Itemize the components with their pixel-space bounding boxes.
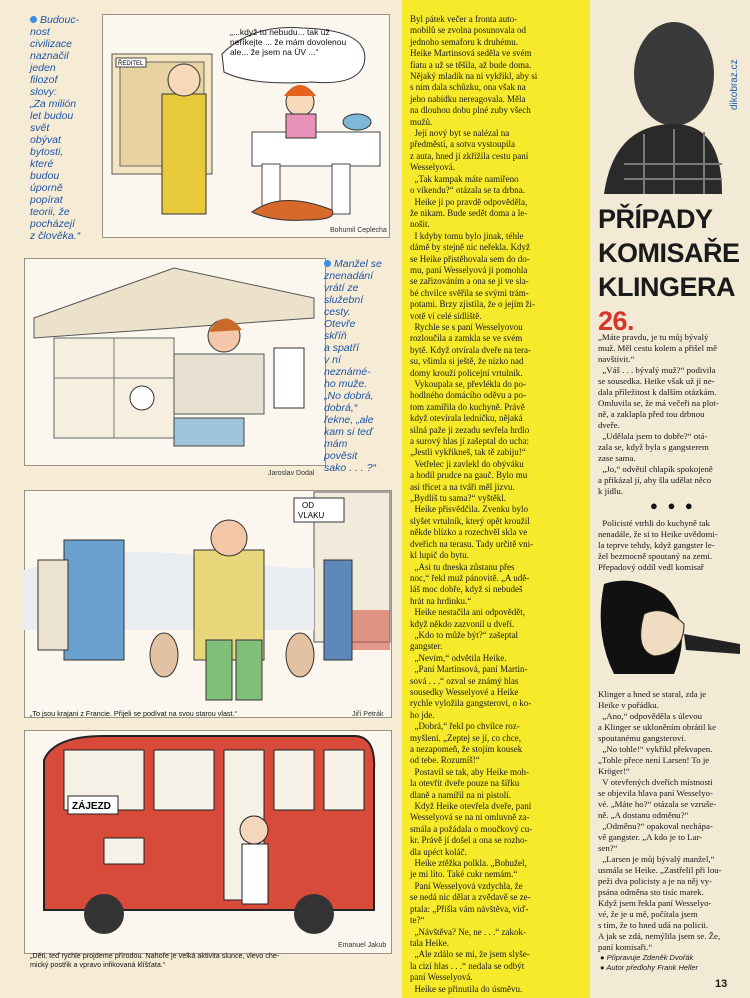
heike-portrait [594,574,744,686]
cartoon-1-caption-text: Budouc- nost civilizace naznačil jeden filozof slovy: „Za milión let budou svět obývat bytosti, které budou úporně popírat teorii, že pocházejí z člověka.“ [30,14,81,242]
cartoon-2-caption-text: Manžel se znenadání vrátí ze služební cesty. Otevře skříň a spatří v ní neznámé- ho muže. „No dobrá, dobrá,“ řekne, „ale kam si teď mám pověsit sako . . . ?“ [324,258,382,474]
bullet-dot-icon [324,260,331,267]
station-sign-line-2: VLAKU [298,511,325,520]
story-column-2c: Klinger a hned se staral, zda je Heike v pořádku. „Ano,“ odpověděla s úlevou a Klinger se ukloněním obrátil ke spoutanému gangsterovi. „No tohle!“ vykřikl překvapen. „Tohle přece není Larsen! To je Kröger!“ V otevřených dveřích místnosti se objevila hlava paní Wesselyo- vé. „Máte ho?“ otázala se vzruše- ně. „A dostanu odměnu?“ „Odměnu?“ opakoval nechápa- vě gangster. „A kdo je to Lar- sen?“ „Larsen je můj bývalý manžel,“ usmála se Heike. „Zastřelil při lou- peži dva policisty a je na něj vy- psána odměna sto tisíc marek. Když jsem řekla paní Wesselyo- vé, že je u mě, počítala jsem s tím, že to hned udá na policii. A jak se zdá, nemýlila jsem se. Že, paní komisaři.“ [598,689,722,952]
title-line-3-text: KLINGERA [598,272,734,302]
cartoon-3-drawing [24,490,390,716]
station-sign-line-1: OD [302,501,314,510]
story-column-1: Byl pátek večer a fronta auto- mobilů se zvolna posunovala od jednoho semaforu k druhému. Heike Martinsová seděla ve svém fiatu a už se těšila, až bude doma. Nějaký mladík na ni vykřikl, aby si s ním dala schůzku, ona však na jeho nabídku nereagovala. Měla na dlouhou dobu plné zuby všech mužů. Její nový byt se nalézal na předměstí, a sotva vystoupila z auta, hned jí zkřížila cestu paní Wesselyová. „Tak kampak máte namířeno o víkendu?“ otázala se ta drbna. Heike jí po pravdě odpověděla, že nikam. Bude sedět doma a le- nošit. I kdyby tomu bylo jinak, téhle dámě by stejně nic neřekla. Když se Heike přistěhovala sem do do- mu, paní Wesselyová jí pomohla se zařizováním a ona se jí ve sla- bé chvilce svěřila se svými trám- potami. Brzy zjistila, že o jejím ži- votě ví celé sídliště. Rychle se s paní Wesselyovou rozloučila a zamkla se ve svém bytě. Když otvírala dveře na tera- su, všimla si ještě, že nízko nad domy krouží policejní vrtulník. Vykoupala se, převlékla do po- hodlného domácího oděvu a po- tom zamířila do kuchyně. Právě když otevírala ledničku, nějaká silná paže ji zezadu sevřela hrdlo a surový hlas jí zašeptal do ucha: „Jestli vykřikneš, tak tě zabiju!“ Vetřelec ji zavlekl do obýváku a hodil prudce na gauč. Bylo mu asi třicet a na tváři měl jizvu. „Bydlíš tu sama?“ vyštěkl. Heike přisvědčila. Zvenku bylo slyšet vrtulník, který opět kroužil někde blízko a rozechvěl skla ve dveřích na terasu. Tady určitě vni- kl lupič do bytu. „Asi tu dneska zůstanu přes noc,“ řekl muž pánovitě. „A udě- láš moc dobře, když si nebudeš hrát na hrdinku.“ Heike nestačila ani odpovědět, když někdo zazvonil u dveří. „Kdo to může být?“ zašeptal gangster. „Nevím,“ odvětila Heike. „Paní Martinsová, paní Martin- sová . . .“ ozval se známý hlas sousedky Wesselyové a Heike rychle vyložila gangsterovi, o ko- ho jde. „Dobrá,“ řekl po chvilce roz- myšlení. „Zeptej se jí, co chce, a nezapomeň, že stojím kousek od tebe. Rozumíš!“ Postavil se tak, aby Heike moh- la otevřít dveře pouze na šířku dlaně a namířil na ni pistolí. Když Heike otevřela dveře, paní Wesselyová se na ni omluvně za- smála a požádala o moučkový cu- kr. Právě jí došel a ona se rozho- dla upéct koláč. Heike ztěžka polkla. „Bohužel, je mi líto. Také cukr nemám.“ Paní Wesselyová vzdychla, že se nedá nic dělat a zvědavě se ze- ptala: „Přišla vám návštěva, viď- te?“ „Návštěva? Ne, ne . . .“ zakok- tala Heike. „Ale zdálo se mi, že jsem slyše- la cizí hlas . . .“ nedala se odbýt paní Wesselyová. Heike se přinutila do úsměvu. [410,14,538,994]
cartoon-4-caption: „Děti, teď rychle projdeme přírodou. Nahoře je velká aktivita slunce, vlevo che- mický postřik a vpravo infikovaná klíšťata.“ [30,951,280,969]
page-number: 13 [715,978,728,990]
cartoon-2-drawing [24,258,324,464]
section-separator: ● ● ● [650,498,696,513]
credits: ● Připravuje Zdeněk Dvořák ● Autor předlohy Frank Heller [600,953,699,972]
cartoon-2-caption [324,258,382,474]
title-line-3 [598,270,748,338]
cartoon-1-caption [30,14,80,242]
title-line-2: KOMISAŘE [598,238,740,268]
cartoon-1-speech: „...když tu nebudu... tak už neříkejte ... že mám dovolenou ale... že jsem na ÚV ...“ [230,27,347,57]
cartoon-2-artist: Jaroslav Dodal [268,470,315,477]
watermark-text: dikobraz.cz [729,59,740,110]
episode-number: 26. [598,306,635,336]
cartoon-4-artist: Emanuel Jakub [338,942,387,949]
story-title [598,202,748,338]
story-column-2a: „Máte pravdu, je tu můj bývalý muž. Měl cestu kolem a přišel mě navštívit.“ „Váš . . . bývalý muž?“ podivila se sousedka. Heike však už jí ne- dala příležitost k dalším otázkám. Omluvila se, že má večeři na plot- ně, a zaklapla před tou drbnou dveře. „Udělala jsem to dobře?“ otá- zala se, když byla s gangsterem zase sama. „Jo,“ odvětil chlapík spokojeně a přikázal jí, aby šla udělat něco k jídlu. [598,332,719,496]
door-sign-text: ŘEDITEL [118,61,144,67]
gangster-portrait [594,14,722,194]
cartoon-3-caption: „To jsou krajani z Francie. Přijeli se podívat na svou starou vlast.“ [30,709,237,718]
title-line-1: PŘÍPADY [598,204,713,234]
story-column-2b: Policisté vtrhli do kuchyně tak nenadále, že si to Heike uvědomi- la teprve tehdy, když gangster le- žel bezmocně spoutaný na zemi. Přepadový oddíl vedl komisař [598,518,718,572]
cartoon-3-artist: Jiří Petrák [352,711,384,718]
bullet-dot-icon [30,16,37,23]
bus-sign-text: ZÁJEZD [72,801,111,812]
cartoon-1-artist: Bohumil Ceplecha [330,227,387,234]
cartoon-4-drawing [24,730,390,952]
watermark [727,22,745,112]
